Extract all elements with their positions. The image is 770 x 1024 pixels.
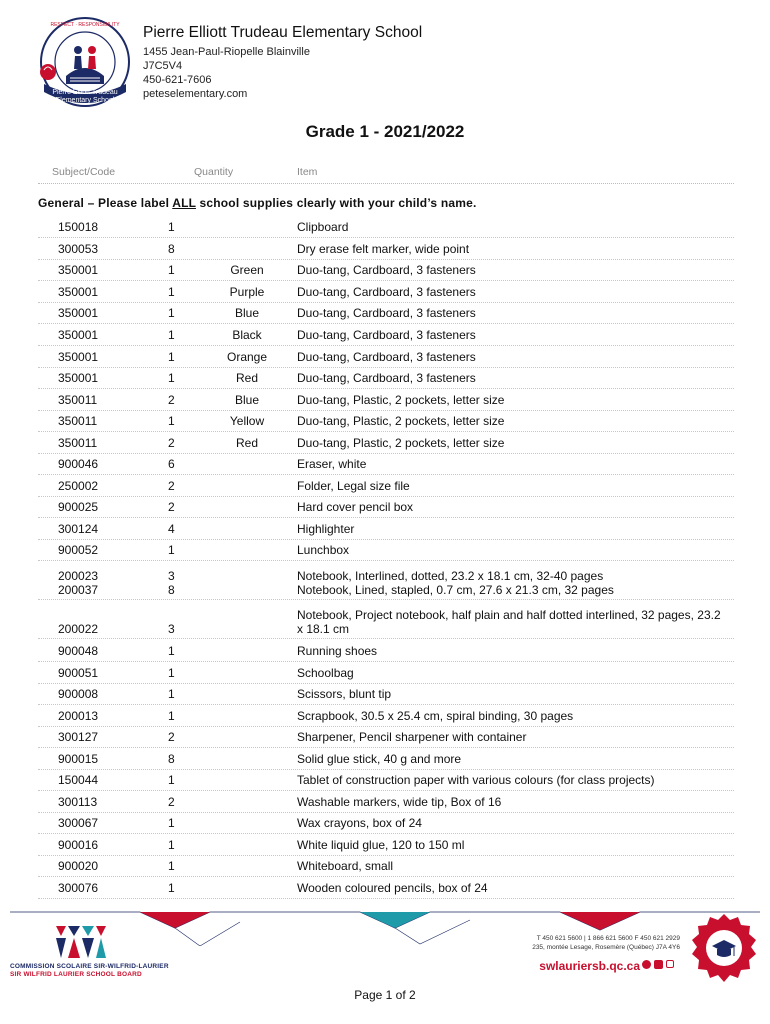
item-quantity: 2 [168, 500, 175, 514]
item-code: 200013 [58, 709, 99, 723]
item-quantity: 2 [168, 393, 175, 407]
table-row [38, 475, 734, 497]
item-code: 350001 [58, 285, 99, 299]
item-description: Duo-tang, Plastic, 2 pockets, letter size [297, 436, 505, 450]
item-description: Scrapbook, 30.5 x 25.4 cm, spiral binding, 30 pages [297, 709, 574, 723]
table-row [38, 561, 734, 600]
item-description: Duo-tang, Cardboard, 3 fasteners [297, 306, 476, 320]
school-info [143, 24, 422, 101]
item-quantity: 2 [168, 479, 175, 493]
item-description: Duo-tang, Cardboard, 3 fasteners [297, 328, 476, 342]
school-board-name-fr: COMMISSION SCOLAIRE SIR-WILFRID-LAURIER [10, 963, 169, 970]
item-quantity: 1 [168, 773, 175, 787]
table-row [38, 432, 734, 454]
item-description: Duo-tang, Cardboard, 3 fasteners [297, 285, 476, 299]
table-row [38, 726, 734, 748]
table-row [38, 324, 734, 346]
school-phone: 450-621-7606 [143, 74, 212, 86]
item-description: Duo-tang, Cardboard, 3 fasteners [297, 371, 476, 385]
table-row [38, 662, 734, 684]
item-description: Highlighter [297, 522, 355, 536]
item-color: Yellow [229, 414, 265, 428]
table-row [38, 539, 734, 561]
item-description: Notebook, Project notebook, half plain and half dotted interlined, 32 pages, 23.2 x 18.1 cm [297, 608, 721, 636]
table-row [38, 367, 734, 389]
item-description: Lunchbox [297, 543, 350, 557]
table-row [38, 791, 734, 813]
item-quantity: 1 [168, 709, 175, 723]
school-website[interactable]: peteselementary.com [143, 88, 248, 100]
table-row [38, 834, 734, 856]
item-code: 900016 [58, 838, 99, 852]
item-quantity: 1 [168, 881, 175, 895]
item-code: 900046 [58, 457, 99, 471]
board-address: 235, montée Lesage, Rosemère (Québec) J7A 4Y6 [532, 944, 680, 951]
column-header-quantity: Quantity [194, 166, 234, 178]
item-quantity: 6 [168, 457, 175, 471]
item-quantity: 4 [168, 522, 175, 536]
table-row [38, 518, 734, 540]
table-row [38, 453, 734, 475]
item-color: Red [235, 371, 258, 385]
item-quantity: 1 [168, 285, 175, 299]
item-description: Duo-tang, Plastic, 2 pockets, letter size [297, 393, 505, 407]
item-quantity: 3 8 [168, 569, 175, 597]
item-code: 350011 [58, 393, 98, 407]
school-address: 1455 Jean-Paul-Riopelle Blainville [143, 46, 310, 58]
item-description: Solid glue stick, 40 g and more [297, 752, 462, 766]
item-color: Orange [226, 350, 268, 364]
item-quantity: 2 [168, 730, 175, 744]
table-row [38, 281, 734, 303]
success-seal-icon [688, 912, 760, 984]
school-postal-code: J7C5V4 [143, 60, 183, 72]
table-row [38, 640, 734, 662]
item-color: Green [230, 263, 264, 277]
item-code: 900020 [58, 859, 99, 873]
item-code: 150018 [58, 220, 99, 234]
table-row [38, 346, 734, 368]
table-row [38, 259, 734, 281]
table-row [38, 496, 734, 518]
item-quantity: 1 [168, 838, 175, 852]
board-contact [480, 934, 680, 952]
item-quantity: 1 [168, 859, 175, 873]
item-description: Dry erase felt marker, wide point [297, 242, 470, 256]
table-row [38, 410, 734, 432]
item-code: 300113 [58, 795, 98, 809]
page-title: Grade 1 - 2021/2022 [305, 122, 465, 141]
item-quantity: 1 [168, 543, 175, 557]
school-name: Pierre Elliott Trudeau Elementary School [143, 24, 423, 41]
item-code: 350011 [58, 436, 98, 450]
social-links [642, 960, 674, 969]
table-row [38, 705, 734, 727]
item-code: 900052 [58, 543, 99, 557]
item-code: 350001 [58, 306, 99, 320]
section-prefix: General – Please label [38, 196, 173, 210]
item-code: 900008 [58, 687, 99, 701]
table-row [38, 216, 734, 238]
item-quantity: 1 [168, 414, 175, 428]
board-website[interactable]: swlauriersb.qc.ca [539, 959, 640, 973]
item-quantity: 1 [168, 816, 175, 830]
svg-text:RESPECT · RESPONSIBILITY: RESPECT · RESPONSIBILITY [50, 22, 120, 28]
item-code: 900048 [58, 644, 99, 658]
item-color: Blue [234, 393, 260, 407]
item-description: Wooden coloured pencils, box of 24 [297, 881, 488, 895]
item-code: 350011 [58, 414, 98, 428]
linkedin-icon[interactable] [654, 960, 663, 969]
item-description: Notebook, Interlined, dotted, 23.2 x 18.1 cm, 32-40 pages Notebook, Lined, stapled, 0.7 cm, 27.6 x 21.3 cm, 32 pages [297, 569, 614, 597]
item-quantity: 1 [168, 220, 175, 234]
board-phone: T 450 621 5600 | 1 866 621 5600 F 450 621 2929 [536, 935, 680, 942]
school-board-logo [50, 922, 110, 962]
item-code: 900051 [58, 666, 99, 680]
item-quantity: 1 [168, 263, 175, 277]
item-quantity: 1 [168, 306, 175, 320]
table-row [38, 683, 734, 705]
item-code: 150044 [58, 773, 99, 787]
item-quantity: 8 [168, 242, 175, 256]
item-color: Red [235, 436, 258, 450]
item-description: Washable markers, wide tip, Box of 16 [297, 795, 502, 809]
item-code: 250002 [58, 479, 99, 493]
section-emphasis: ALL [172, 196, 196, 210]
item-code: 300076 [58, 881, 99, 895]
table-row [38, 855, 734, 877]
item-description: Running shoes [297, 644, 378, 658]
item-quantity: 8 [168, 752, 175, 766]
item-quantity: 1 [168, 350, 175, 364]
item-code: 350001 [58, 371, 99, 385]
item-code: 900015 [58, 752, 99, 766]
item-description: Scissors, blunt tip [297, 687, 392, 701]
table-row [38, 389, 734, 411]
table-row [38, 302, 734, 324]
table-row [38, 812, 734, 834]
item-color: Purple [229, 285, 265, 299]
item-code: 200022 [58, 622, 99, 636]
item-quantity: 1 [168, 371, 175, 385]
table-row [38, 877, 734, 899]
school-logo [30, 14, 140, 114]
page-number: Page 1 of 2 [354, 988, 416, 1002]
item-description: Duo-tang, Plastic, 2 pockets, letter size [297, 414, 505, 428]
item-quantity: 2 [168, 795, 175, 809]
item-code: 300127 [58, 730, 99, 744]
section-suffix: school supplies clearly with your child’s name. [195, 196, 477, 210]
item-color: Black [232, 328, 262, 342]
item-code: 900025 [58, 500, 99, 514]
instagram-icon[interactable] [666, 960, 674, 968]
item-quantity: 1 [168, 687, 175, 701]
item-quantity: 2 [168, 436, 175, 450]
item-description: Hard cover pencil box [297, 500, 414, 514]
item-code: 350001 [58, 263, 99, 277]
svg-text:Pierre Elliott Trudeau: Pierre Elliott Trudeau [52, 89, 118, 96]
item-quantity: 3 [168, 622, 175, 636]
item-code: 300124 [58, 522, 99, 536]
table-row [38, 769, 734, 791]
facebook-icon[interactable] [642, 960, 651, 969]
item-code: 350001 [58, 350, 99, 364]
item-color: Blue [234, 306, 260, 320]
item-description: Duo-tang, Cardboard, 3 fasteners [297, 350, 476, 364]
item-quantity: 1 [168, 328, 175, 342]
item-description: Folder, Legal size file [297, 479, 410, 493]
item-description: Sharpener, Pencil sharpener with container [297, 730, 527, 744]
item-description: Eraser, white [297, 457, 367, 471]
item-code: 300053 [58, 242, 99, 256]
item-description: White liquid glue, 120 to 150 ml [297, 838, 465, 852]
item-description: Whiteboard, small [297, 859, 394, 873]
section-heading [38, 196, 477, 210]
table-row [38, 602, 734, 639]
school-board-name-en: SIR WILFRID LAURIER SCHOOL BOARD [10, 971, 142, 978]
item-description: Clipboard [297, 220, 349, 234]
column-header-code: Subject/Code [52, 166, 116, 178]
header-divider [38, 183, 734, 184]
item-description: Duo-tang, Cardboard, 3 fasteners [297, 263, 476, 277]
item-code: 350001 [58, 328, 99, 342]
item-quantity: 1 [168, 666, 175, 680]
item-description: Schoolbag [297, 666, 354, 680]
item-code: 300067 [58, 816, 99, 830]
table-row [38, 238, 734, 260]
school-board-name [10, 963, 169, 979]
item-description: Tablet of construction paper with various colours (for class projects) [297, 773, 655, 787]
item-code: 200023 200037 [58, 569, 99, 597]
column-header-item: Item [297, 166, 318, 178]
table-row [38, 748, 734, 770]
svg-text:Elementary School: Elementary School [55, 97, 115, 104]
item-description: Wax crayons, box of 24 [297, 816, 422, 830]
item-quantity: 1 [168, 644, 175, 658]
